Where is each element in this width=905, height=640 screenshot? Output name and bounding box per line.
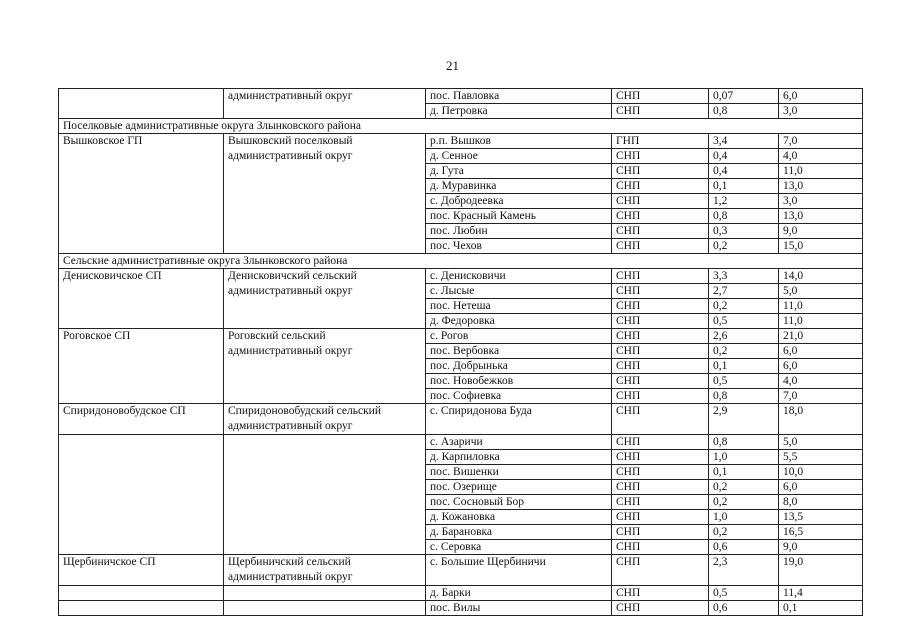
type-cell: СНП: [612, 329, 709, 344]
value-a-cell: 0,07: [709, 89, 779, 104]
table-row: [59, 586, 863, 601]
type-cell: СНП: [612, 480, 709, 495]
settlement-cell: с. Спиридонова Буда: [426, 404, 612, 435]
value-b-cell: 11,4: [779, 586, 863, 601]
type-cell: СНП: [612, 374, 709, 389]
type-cell: СНП: [612, 555, 709, 586]
settlement-cell: пос. Вишенки: [426, 465, 612, 480]
type-cell: СНП: [612, 465, 709, 480]
settlement-cell: пос. Любин: [426, 224, 612, 239]
district-cell: Денисковичский сельский административный округ: [224, 269, 426, 329]
value-b-cell: 10,0: [779, 465, 863, 480]
value-a-cell: 0,2: [709, 525, 779, 540]
district-cell: [224, 435, 426, 555]
value-b-cell: 5,0: [779, 435, 863, 450]
settlement-cell: пос. Сосновый Бор: [426, 495, 612, 510]
value-b-cell: 6,0: [779, 480, 863, 495]
type-cell: СНП: [612, 209, 709, 224]
value-a-cell: 0,8: [709, 104, 779, 119]
value-b-cell: 0,1: [779, 601, 863, 616]
type-cell: ГНП: [612, 134, 709, 149]
settlement-cell: с. Большие Щербиничи: [426, 555, 612, 586]
value-b-cell: 6,0: [779, 89, 863, 104]
value-b-cell: 5,5: [779, 450, 863, 465]
type-cell: СНП: [612, 239, 709, 254]
value-b-cell: 3,0: [779, 104, 863, 119]
table-row: [59, 329, 863, 344]
type-cell: СНП: [612, 435, 709, 450]
value-a-cell: 0,1: [709, 179, 779, 194]
type-cell: СНП: [612, 540, 709, 555]
type-cell: СНП: [612, 586, 709, 601]
value-a-cell: 1,0: [709, 450, 779, 465]
value-b-cell: 18,0: [779, 404, 863, 435]
type-cell: СНП: [612, 149, 709, 164]
settlement-cell: пос. Вербовка: [426, 344, 612, 359]
value-b-cell: 13,5: [779, 510, 863, 525]
value-b-cell: 6,0: [779, 344, 863, 359]
value-a-cell: 0,2: [709, 480, 779, 495]
type-cell: СНП: [612, 344, 709, 359]
type-cell: СНП: [612, 224, 709, 239]
value-b-cell: 13,0: [779, 179, 863, 194]
type-cell: СНП: [612, 269, 709, 284]
value-b-cell: 13,0: [779, 209, 863, 224]
district-cell: Роговский сельский административный округ: [224, 329, 426, 404]
settlement-cell: с. Денисковичи: [426, 269, 612, 284]
municipality-cell: Спиридоновобудское СП: [59, 404, 224, 435]
settlement-cell: с. Лысые: [426, 284, 612, 299]
value-b-cell: 4,0: [779, 149, 863, 164]
type-cell: СНП: [612, 404, 709, 435]
value-a-cell: 2,9: [709, 404, 779, 435]
value-b-cell: 16,5: [779, 525, 863, 540]
value-a-cell: 0,5: [709, 586, 779, 601]
value-a-cell: 0,4: [709, 164, 779, 179]
section-heading: Поселковые административные округа Злынковского района: [59, 119, 863, 134]
type-cell: СНП: [612, 510, 709, 525]
settlement-cell: пос. Софиевка: [426, 389, 612, 404]
municipality-cell: [59, 601, 224, 616]
value-a-cell: 0,2: [709, 299, 779, 314]
type-cell: СНП: [612, 284, 709, 299]
settlement-cell: с. Азаричи: [426, 435, 612, 450]
type-cell: СНП: [612, 601, 709, 616]
table-row: [59, 404, 863, 435]
type-cell: СНП: [612, 359, 709, 374]
table-row: [59, 555, 863, 586]
type-cell: СНП: [612, 89, 709, 104]
value-a-cell: 0,1: [709, 465, 779, 480]
municipality-cell: [59, 435, 224, 555]
section-row: [59, 119, 863, 134]
settlement-cell: пос. Добрынька: [426, 359, 612, 374]
value-b-cell: 19,0: [779, 555, 863, 586]
settlement-cell: пос. Нетеша: [426, 299, 612, 314]
settlement-cell: д. Муравинка: [426, 179, 612, 194]
settlement-cell: д. Барки: [426, 586, 612, 601]
value-a-cell: 2,7: [709, 284, 779, 299]
value-a-cell: 0,1: [709, 359, 779, 374]
settlement-cell: д. Карпиловка: [426, 450, 612, 465]
value-b-cell: 9,0: [779, 540, 863, 555]
settlement-cell: пос. Новобежков: [426, 374, 612, 389]
value-a-cell: 0,2: [709, 344, 779, 359]
district-cell: Вышковский поселковый административный округ: [224, 134, 426, 254]
value-a-cell: 0,2: [709, 495, 779, 510]
district-cell: административный округ: [224, 89, 426, 119]
settlement-cell: пос. Красный Камень: [426, 209, 612, 224]
municipality-cell: [59, 89, 224, 119]
value-b-cell: 14,0: [779, 269, 863, 284]
section-row: [59, 254, 863, 269]
value-a-cell: 0,8: [709, 435, 779, 450]
type-cell: СНП: [612, 194, 709, 209]
value-b-cell: 4,0: [779, 374, 863, 389]
municipality-cell: Вышковское ГП: [59, 134, 224, 254]
municipality-cell: Щербиничское СП: [59, 555, 224, 586]
settlement-cell: д. Петровка: [426, 104, 612, 119]
settlement-cell: пос. Озерище: [426, 480, 612, 495]
table-row: [59, 134, 863, 149]
district-cell: [224, 586, 426, 601]
settlement-cell: р.п. Вышков: [426, 134, 612, 149]
section-heading: Сельские административные округа Злынковского района: [59, 254, 863, 269]
table-row: [59, 435, 863, 450]
value-a-cell: 2,6: [709, 329, 779, 344]
value-a-cell: 1,2: [709, 194, 779, 209]
type-cell: СНП: [612, 450, 709, 465]
settlement-cell: с. Рогов: [426, 329, 612, 344]
settlement-cell: пос. Чехов: [426, 239, 612, 254]
type-cell: СНП: [612, 525, 709, 540]
value-b-cell: 7,0: [779, 134, 863, 149]
table-row: [59, 601, 863, 616]
value-a-cell: 1,0: [709, 510, 779, 525]
value-a-cell: 0,2: [709, 239, 779, 254]
value-a-cell: 0,6: [709, 601, 779, 616]
value-a-cell: 3,4: [709, 134, 779, 149]
type-cell: СНП: [612, 164, 709, 179]
table-row: [59, 269, 863, 284]
value-b-cell: 8,0: [779, 495, 863, 510]
settlement-cell: с. Добродеевка: [426, 194, 612, 209]
value-a-cell: 3,3: [709, 269, 779, 284]
value-b-cell: 7,0: [779, 389, 863, 404]
settlement-cell: с. Серовка: [426, 540, 612, 555]
value-b-cell: 11,0: [779, 314, 863, 329]
value-a-cell: 0,6: [709, 540, 779, 555]
municipality-cell: Денисковичское СП: [59, 269, 224, 329]
table-body: [59, 89, 863, 616]
value-b-cell: 21,0: [779, 329, 863, 344]
municipality-cell: [59, 586, 224, 601]
settlements-table: [58, 88, 863, 616]
value-a-cell: 0,5: [709, 374, 779, 389]
settlement-cell: пос. Павловка: [426, 89, 612, 104]
table-row: [59, 89, 863, 104]
value-a-cell: 0,5: [709, 314, 779, 329]
value-b-cell: 3,0: [779, 194, 863, 209]
settlement-cell: д. Федоровка: [426, 314, 612, 329]
settlement-cell: д. Сенное: [426, 149, 612, 164]
type-cell: СНП: [612, 389, 709, 404]
type-cell: СНП: [612, 495, 709, 510]
value-b-cell: 11,0: [779, 299, 863, 314]
value-a-cell: 2,3: [709, 555, 779, 586]
municipality-cell: Роговское СП: [59, 329, 224, 404]
value-a-cell: 0,8: [709, 209, 779, 224]
value-a-cell: 0,4: [709, 149, 779, 164]
district-cell: Спиридоновобудский сельский административный округ: [224, 404, 426, 435]
settlement-cell: д. Гута: [426, 164, 612, 179]
type-cell: СНП: [612, 104, 709, 119]
value-b-cell: 15,0: [779, 239, 863, 254]
value-b-cell: 6,0: [779, 359, 863, 374]
district-cell: Щербиничский сельский административный округ: [224, 555, 426, 586]
type-cell: СНП: [612, 179, 709, 194]
value-a-cell: 0,8: [709, 389, 779, 404]
settlement-cell: д. Кожановка: [426, 510, 612, 525]
value-b-cell: 5,0: [779, 284, 863, 299]
page-number: 21: [446, 58, 459, 73]
settlement-cell: д. Барановка: [426, 525, 612, 540]
value-b-cell: 11,0: [779, 164, 863, 179]
type-cell: СНП: [612, 314, 709, 329]
district-cell: [224, 601, 426, 616]
value-a-cell: 0,3: [709, 224, 779, 239]
value-b-cell: 9,0: [779, 224, 863, 239]
type-cell: СНП: [612, 299, 709, 314]
settlement-cell: пос. Вилы: [426, 601, 612, 616]
